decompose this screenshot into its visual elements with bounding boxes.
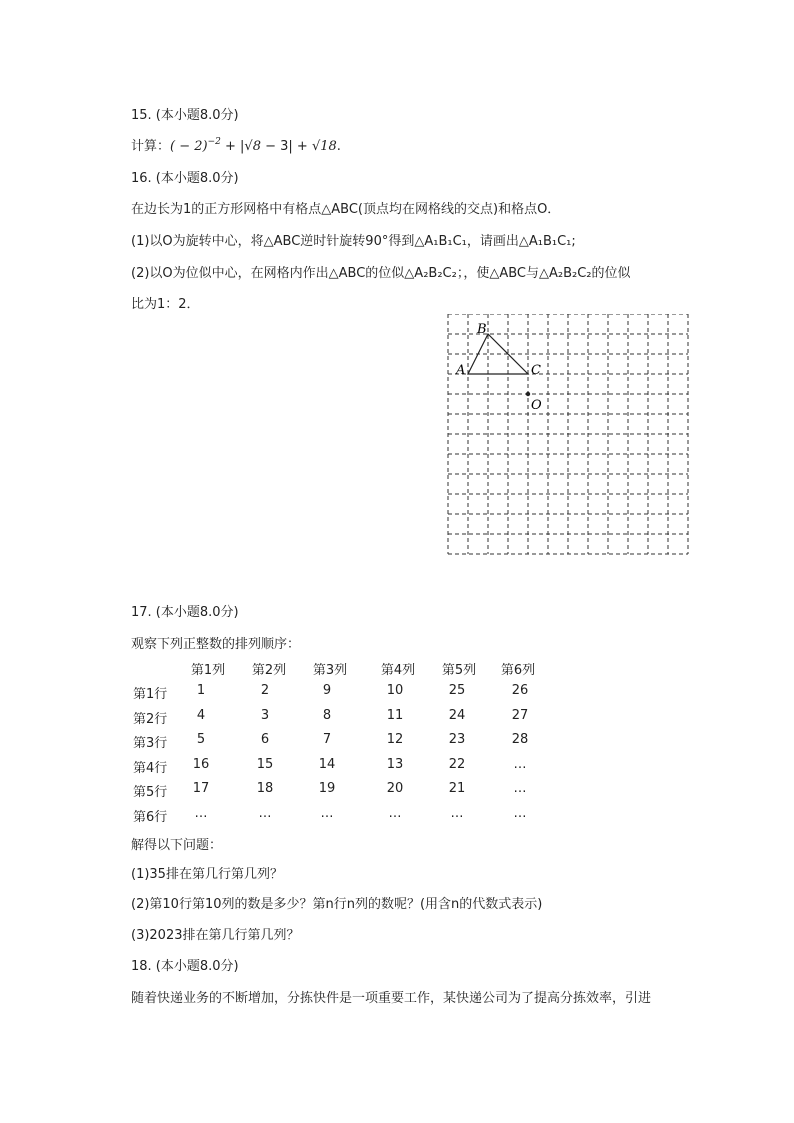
q15-abs-open: + |: [220, 139, 245, 154]
label-o: O: [531, 398, 542, 413]
table-cell: 20: [386, 781, 404, 796]
row-label: 第1行: [133, 687, 168, 702]
q15-end: .: [336, 139, 341, 154]
table-cell: 10: [386, 683, 404, 698]
table-cell: 26: [511, 683, 529, 698]
q16-line4: 比为1：2．: [131, 297, 200, 312]
table-cell: 12: [386, 732, 404, 747]
table-cell: 22: [448, 756, 466, 772]
q16-line1: 在边长为1的正方形网格中有格点△ABC(顶点均在网格线的交点)和格点O．: [131, 202, 561, 217]
table-cell: 15: [256, 756, 274, 772]
q16-header: 16. (本小题8.0分): [131, 171, 239, 186]
table-cell: 16: [192, 756, 210, 772]
table-cell: …: [194, 805, 208, 821]
table-cell: 4: [196, 707, 206, 723]
row-label: 第5行: [133, 785, 168, 800]
q17-intro: 观察下列正整数的排列顺序：: [131, 637, 301, 652]
col-header: 第6列: [500, 663, 536, 678]
q16-line2: (1)以O为旋转中心，将△ABC逆时针旋转90°得到△A₁B₁C₁，请画出△A₁B₁C₁;: [131, 234, 576, 249]
label-b: B: [477, 322, 487, 337]
label-c: C: [531, 363, 541, 378]
table-cell: …: [258, 805, 272, 821]
table-cell: 9: [322, 683, 332, 698]
table-cell: 8: [322, 707, 332, 723]
table-cell: 18: [256, 781, 274, 796]
row-label: 第2行: [133, 711, 168, 727]
col-header: 第5列: [441, 663, 477, 678]
col-header: 第3列: [312, 663, 348, 678]
table-cell: 13: [386, 756, 404, 772]
table-cell: 28: [511, 732, 529, 747]
table-cell: 17: [192, 781, 210, 796]
table-cell: 23: [448, 732, 466, 747]
q15-base: ( − 2): [170, 139, 208, 154]
table-cell: 14: [318, 756, 336, 772]
table-cell: 7: [322, 732, 332, 747]
col-header: 第2列: [251, 663, 287, 678]
table-cell: …: [513, 805, 527, 821]
point-o-dot: [526, 392, 530, 396]
table-cell: 27: [511, 707, 529, 723]
row-label: 第6行: [133, 809, 168, 825]
q17-part1: (1)35排在第几行第几列？: [131, 867, 283, 882]
row-label: 第3行: [133, 736, 168, 751]
q18-header: 18. (本小题8.0分): [131, 959, 239, 974]
q18-line1: 随着快递业务的不断增加，分拣快件是一项重要工作，某快递公司为了提高分拣效率，引进: [131, 991, 652, 1006]
table-cell: 21: [448, 781, 466, 796]
table-cell: …: [320, 805, 334, 821]
table-cell: 2: [260, 683, 270, 698]
square-grid-figure: [444, 314, 694, 562]
q15-root-18: √18: [311, 139, 337, 154]
q17-part2: (2)第10行第10列的数是多少？第n行n列的数呢？(用含n的代数式表示): [131, 897, 543, 912]
q15-prefix: 计算：: [131, 139, 171, 154]
row-label: 第4行: [133, 760, 168, 776]
q15-exponent: −2: [207, 137, 221, 147]
table-cell: 6: [260, 732, 270, 747]
table-cell: …: [513, 756, 527, 772]
col-header: 第4列: [380, 663, 416, 678]
table-cell: …: [388, 805, 402, 821]
q17-ask: 解得以下问题：: [131, 838, 223, 853]
table-cell: 24: [448, 707, 466, 723]
table-cell: 3: [260, 707, 270, 723]
q15-header: 15. (本小题8.0分): [131, 108, 239, 123]
q15-root-8: √8: [244, 139, 261, 154]
table-cell: 5: [196, 732, 206, 747]
table-cell: …: [513, 781, 527, 796]
q17-part3: (3)2023排在第几行第几列？: [131, 928, 300, 943]
table-cell: …: [450, 805, 464, 821]
table-cell: 25: [448, 683, 466, 698]
q15-abs-close: − 3| +: [260, 139, 312, 154]
table-cell: 19: [318, 781, 336, 796]
q15-expression: [131, 135, 341, 154]
label-a: A: [456, 363, 466, 378]
col-header: 第1列: [190, 663, 226, 678]
table-cell: 11: [386, 707, 404, 723]
table-cell: 1: [196, 683, 206, 698]
q16-line3: (2)以O为位似中心，在网格内作出△ABC的位似△A₂B₂C₂；，使△ABC与△A₂B₂C₂的位似: [131, 266, 631, 281]
q17-header: 17. (本小题8.0分): [131, 605, 239, 620]
